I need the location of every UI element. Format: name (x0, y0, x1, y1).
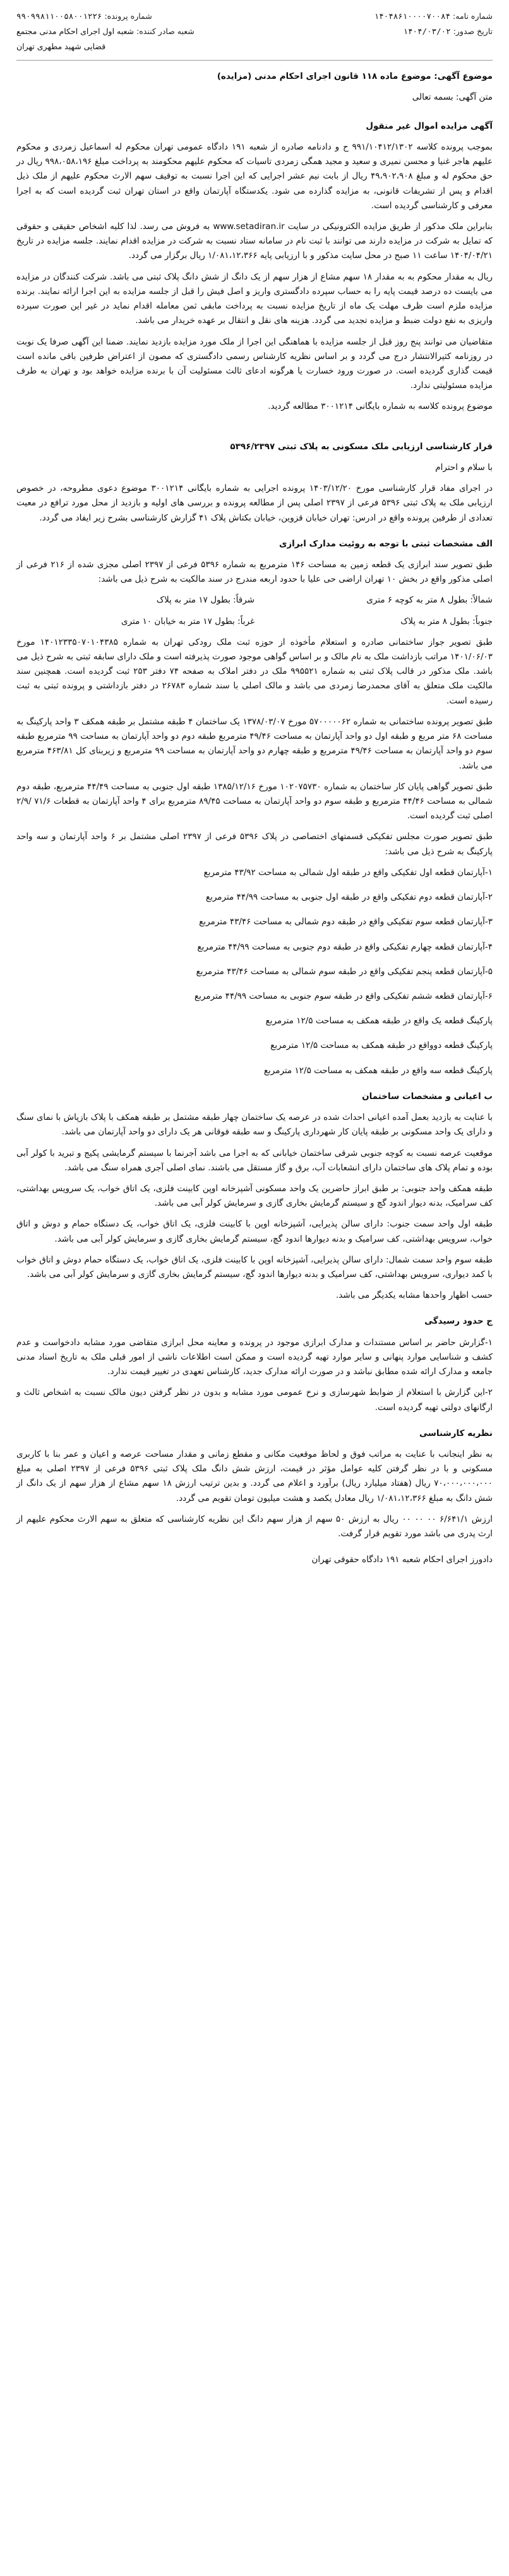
notice-title: آگهی مزایده اموال غیر منقول (366, 121, 493, 131)
notice-paragraph-3: ریال به مقدار محکوم به به مقدار ۱۸ سهم مشاع از هزار سهم از یک دانگ از شش دانگ پلاک ثبتی می باشد. شرکت کنندگان در مزایده می بایست ده درصد قیمت پایه را به حساب سپرده دادگستری واریز و اصل فیش را قبل از جلسه مزایده به این اجرا ارائه نمایند. برنده مزایده ملزم است ظرف مهلت یک ماه از تاریخ مزایده نسبت به پرداخت مابقی ثمن معامله اقدام نماید در غیر این صورت سپرده واریزی به نفع دولت ضبط و مزایده تجدید می گردد. هزینه های نقل و انتقال بر عهده خریدار می باشد. (16, 271, 493, 326)
date-label: تاریخ صدور: (453, 26, 493, 36)
date-row (374, 24, 493, 39)
building-paragraph-3: طبقه همکف واحد جنوبی: بر طبق ابراز حاضرین یک واحد مسکونی آشپزخانه اوپن کابینت فلزی، یک اتاق خواب، یک سرویس بهداشتی، کف سرامیک، بدنه دیوار اندود گچ و سیستم گرمایش بخاری گازی و سرمایش کولر آبی می باشد. (16, 1183, 493, 1209)
boundary-north: شمالاً: بطول ۸ متر به کوچه ۶ متری (366, 595, 493, 606)
specs-paragraph-1: طبق تصویر سند ابرازی یک قطعه زمین به مساحت ۱۴۶ مترمربع به شماره ۵۳۹۶ فرعی از ۲۳۹۷ اصلی مجزی شده از ۲۱۶ فرعی از اصلی مذکور واقع در بخش ۱۰ تهران اراضی حی علیا با حدود اربعه مندرج در سند مالکیت به شرح ذیل می باشد: (16, 559, 493, 585)
case-number-label: شماره پرونده: (104, 11, 152, 21)
unit-item: ۴-آپارتمان قطعه چهارم تفکیکی واقع در طبقه دوم جنوبی به مساحت ۴۴/۹۹ مترمربع (197, 941, 493, 952)
unit-item: ۱-آپارتمان قطعه اول تفکیکی واقع در طبقه اول شمالی به مساحت ۴۳/۹۲ مترمربع (203, 867, 493, 878)
building-paragraph-5: طبقه سوم واحد سمت شمال: دارای سالن پذیرایی، آشپزخانه اوپن با کابینت فلزی، یک اتاق خواب، یک دستگاه حمام دوش و اتاق خواب با کمد دیواری، سرویس بهداشتی، کف سرامیک و بدنه دیوارها اندود گچ، سیستم گرمایش بخاری گازی و سرمایش کولر آبی می باشد. (16, 1254, 493, 1280)
boundaries-row-1 (16, 593, 493, 608)
notice-intro: متن آگهی: بسمه تعالی (412, 92, 493, 103)
unit-item: ۵-آپارتمان قطعه پنجم تفکیکی واقع در طبقه سوم شمالی به مساحت ۴۳/۴۶ مترمربع (196, 966, 493, 977)
building-title: ب اعیانی و مشخصات ساختمان (362, 1091, 493, 1102)
header-left (16, 9, 206, 54)
report-greeting: با سلام و احترام (435, 462, 493, 473)
scope-paragraph-2: ۲-این گزارش با استعلام از ضوابط شهرسازی و نرخ عمومی مورد مشابه و بدون در نظر گرفتن دیون مالک نسبت به اشخاص ثالث و ارگانهای دولتی تهیه گردیده است. (16, 1387, 493, 1413)
building-paragraph-4: طبقه اول واحد سمت جنوب: دارای سالن پذیرایی، آشپزخانه اوپن با کابینت فلزی، یک اتاق خواب، یک دستگاه حمام و دوش و اتاق خواب، سرویس بهداشتی، کف سرامیک و بدنه دیوارها اندود گچ، سیستم گرمایش بخاری گازی و سرمایش کولر آبی می باشد. (16, 1219, 493, 1244)
unit-item: ۶-آپارتمان قطعه ششم تفکیکی واقع در طبقه سوم جنوبی به مساحت ۴۴/۹۹ مترمربع (194, 991, 493, 1001)
boundaries-row-2 (16, 615, 493, 629)
issuer-label: شعبه صادر کننده: (136, 26, 195, 36)
opinion-paragraph-1: به نظر اینجانب با عنایت به مراتب فوق و لحاظ موقعیت مکانی و مقطع زمانی و مقدار مساحت عرصه و اعیان و عمر بنا با کاربری مسکونی و با در نظر گرفتن کلیه عوامل مؤثر در قیمت، ارزش شش دانگ ملک پلاک ثبتی ۵۳۹۶ فرعی از ۲۳۹۷ اصلی به مبلغ ۷۰،۰۰۰،۰۰۰،۰۰۰ ریال (هفتاد میلیارد ریال) برآورد و اعلام می گردد. و بدین ترتیب ارزش ۱۸ سهم مشاع از هزار سهم از یک دانگ از شش دانگ به مبلغ ۱/۰۸۱،۱۲،۳۶۶ ریال معادل یکصد و هشت میلیون تومان تقویم می گردد. (16, 1449, 493, 1503)
opinion-paragraph-2: ارزش ۶/۶۴۱/۱ ۰۰ ۰۰ ۰۰ ریال به ارزش ۵۰ سهم از هزار سهم دانگ این نظریه کارشناسی که متعلق به سهم الارث محکوم علیهم از ارث پدری می باشد مورد تقویم قرار گرفت. (16, 1514, 493, 1539)
letter-number-row (374, 9, 493, 24)
boundary-south: جنوباً: بطول ۸ متر به پلاک (400, 616, 493, 626)
notice-paragraph-2: بنابراین ملک مذکور از طریق مزایده الکترونیکی در سایت www.setadiran.ir به فروش می رسد. لذا کلیه اشخاص حقیقی و حقوقی که تمایل به شرکت در مزایده دارند می توانند با ثبت نام در سامانه ستاد نسبت به شرکت در مزایده اقدام نمایند. جلسه مزایده در تاریخ ۱۴۰۴/۰۴/۲۱ ساعت ۱۱ صبح در محل سایت مذکور و با ارزیابی پایه ۱/۰۸۱،۱۲،۳۶۶ ریال برگزار می گردد. (16, 221, 493, 261)
issuer-value: شعبه اول اجرای احکام مدنی مجتمع قضایی شهید مطهری تهران (16, 26, 135, 51)
case-number-row (16, 9, 206, 24)
building-paragraph-1: با عنایت به بازدید بعمل آمده اعیانی احداث شده در عرصه یک ساختمان چهار طبقه مشتمل بر طبقه همکف با پلاک بازپاش با نمای سنگ و دارای یک واحد مسکونی بر طبقه پایان کار شهرداری پارکینگ و سه طبقه فوقانی هر یک دارای دو واحد آپارتمان می باشد. (16, 1112, 493, 1138)
specs-paragraph-4: طبق تصویر گواهی پایان کار ساختمان به شماره ۱۰۲۰۷۵۷۳۰ مورخ ۱۳۸۵/۱۲/۱۶ طبقه اول جنوبی به مساحت ۴۴/۴۹ مترمربع، طبقه دوم شمالی به مساحت ۴۴/۴۶ مترمربع و طبقه سوم دو واحد آپارتمان به مساحت ۸۹/۴۵ مترمربع برای ۴ واحد آپارتمان به قطعات ۷۱/۶ /۲/۹ اصلی ثبت گردیده است. (16, 781, 493, 821)
building-paragraph-2: موقعیت عرصه نسبت به کوچه جنوبی شرقی ساختمان خیابانی که به اجرا می باشد آجرنما با سیستم گرمایشی پکیج و تبرید با کولر آبی بوده و تمام پلاک های ساختمان دارای انشعابات آب، برق و گاز مستقل می باشند. نمای اصلی آجری همراه سنگ می باشد. (16, 1148, 493, 1173)
notice-header (16, 9, 493, 61)
specs-paragraph-3: طبق تصویر پرونده ساختمانی به شماره ۵۷۰۰۰۰۰۶۲ مورخ ۱۳۷۸/۰۳/۰۷ یک ساختمان ۴ طبقه مشتمل بر طبقه همکف ۳ واحد پارکینگ به مساحت ۶۸ متر مربع و طبقه اول دو واحد آپارتمان به مساحت ۴۹/۴۶ مترمربع طبقه دوم دو واحد آپارتمان به مساحت ۹۹ مترمربع طبقه سوم دو واحد آپارتمان به مساحت ۴۹/۴۶ مترمربع و طبقه چهارم دو واحد آپارتمان به مساحت ۹۹ مترمربع و زیربنای کل ۴۶۳/۸۱ مترمربع می باشد. (16, 716, 493, 771)
boundary-west: غرباً: بطول ۱۷ متر به خیابان ۱۰ متری (121, 616, 254, 626)
notice-paragraph-5: موضوع پرونده کلاسه به شماره بایگانی ۳۰۰۱۲۱۴ مطالعه گردید. (268, 401, 493, 412)
case-number-value: ۹۹۰۹۹۸۱۱۰۰۵۸۰۰۱۲۲۶ (16, 11, 102, 21)
unit-item: ۳-آپارتمان قطعه سوم تفکیکی واقع در طبقه دوم شمالی به مساحت ۴۳/۴۶ مترمربع (199, 917, 493, 927)
date-value: ۱۴۰۴/۰۳/۰۲ (403, 26, 451, 36)
report-title: قرار کارشناسی ارزیابی ملک مسکونی به پلاک ثبتی ۵۳۹۶/۲۳۹۷ (230, 441, 493, 452)
scope-paragraph-1: ۱-گزارش حاضر بر اساس مستندات و مدارک ابرازی موجود در پرونده و معاینه محل ابرازی متقاضی مورد مشابه دادخواست و عدم کشف و شناسایی موارد پنهانی و سایر موارد تهیه گردیده است و ممکن است اطلاعات ناشی از امور قبلی ملک به تاریخ اسناد مدنی جامعه و مدارک ارائه شده مطابق نباشد و در صورت ارائه مدارک جدید، کارشناس تعهدی در تغییر قیمت ندارد. (16, 1337, 493, 1377)
specs-title: الف مشخصات ثبتی با توجه به روئیت مدارک ابرازی (278, 538, 493, 549)
units-list (16, 866, 493, 1078)
opinion-title: نظریه کارشناسی (419, 1428, 493, 1438)
notice-paragraph-4: متقاضیان می توانند پنج روز قبل از جلسه مزایده با هماهنگی این اجرا از ملک مورد مزایده بازدید نمایند. ضمنا این آگهی صرفا یک نوبت در روزنامه کثیرالانتشار درج می گردد و بر اساس نظریه کارشناس رسمی دادگستری که مصون از اعتراض طرفین باقی مانده است قیمت گذاری گردیده است. در صورت ورود خسارت یا هرگونه ادعای ثالث مسئولیت آن با برنده مزایده خواهد بود و تهران به طرف مزایده مسئولیتی ندارد. (16, 336, 493, 391)
header-right (374, 9, 493, 39)
parking-item: پارکینگ قطعه سه واقع در طبقه همکف به مساحت ۱۲/۵ مترمربع (263, 1065, 493, 1076)
specs-paragraph-5: طبق تصویر صورت مجلس تفکیکی قسمتهای اختصاصی در پلاک ۵۳۹۶ فرعی از ۲۳۹۷ اصلی مشتمل بر ۶ واحد آپارتمان و سه واحد پارکینگ به شرح ذیل می باشد: (16, 832, 493, 857)
unit-item: ۲-آپارتمان قطعه دوم تفکیکی واقع در طبقه اول جنوبی به مساحت ۴۴/۹۹ مترمربع (205, 892, 493, 903)
notice-paragraph-1: بموجب پرونده کلاسه ۹۹۱/۱۰۴۱۲/۱۳۰۲ ح و دادنامه صادره از شعبه ۱۹۱ دادگاه عمومی تهران محکوم له اسماعیل زمردی و محکوم علیهم هاجر غنیا و محسن نمیری و سعید و مجید همگی زمردی تاسیات که محکوم علیهم محکومند به پرداخت مبلغ ۹۹۸،۰۵۸،۱۹۶ ریال در حق محکوم له و مبلغ ۴۹،۹۰۲،۹۰۸ ریال از بابت نیم عشر اجرایی که این اجرا نسبت به توقیف سهم الارث محکوم علیهم از ملک ذیل اقدام و پس از تشریفات قانونی، به مزایده گذارده می شود. یکدستگاه آپارتمان واقع در استان تهران ثبت گردیده است که به اجرا معرفی و کارشناسی گردیده است. (16, 141, 493, 211)
parking-item: پارکینگ قطعه یک واقع در طبقه همکف به مساحت ۱۲/۵ مترمربع (265, 1016, 493, 1026)
letter-number-label: شماره نامه: (453, 11, 493, 21)
building-paragraph-6: حسب اظهار واحدها مشابه یکدیگر می باشد. (335, 1290, 493, 1301)
scope-title: ج حدود رسیدگی (424, 1316, 493, 1327)
signature: دادورز اجرای احکام شعبه ۱۹۱ دادگاه حقوقی تهران (311, 1555, 493, 1565)
notice-subject: موضوع آگهی: موضوع ماده ۱۱۸ قانون اجرای احکام مدنی (مزایده) (217, 71, 493, 82)
boundary-east: شرقاً: بطول ۱۷ متر به پلاک (156, 595, 254, 606)
report-body: در اجرای مفاد قرار کارشناسی مورخ ۱۴۰۳/۱۲/۲۰ پرونده اجرایی به شماره بایگانی ۳۰۰۱۲۱۴ موضوع دعوی مطروحه، در خصوص ارزیابی ملک به پلاک ثبتی ۵۳۹۶ فرعی از ۲۳۹۷ اصلی پس از مطالعه پرونده و بررسی های اولیه و بازدید از محل مورد ترافع در معیت تعدادی از طرفین پرونده واقع در ادرس: تهران خیابان قزوین، خیابان بکتاش پلاک ۴۱ گزارش کارشناسی بشرح زیر ایفاد می گردد. (16, 483, 493, 523)
specs-paragraph-2: طبق تصویر جواز ساختمانی صادره و استعلام مأخوذه از حوزه ثبت ملک رودکی تهران به شماره ۱۴۰۱۲۳۳۵۰۷۰۱۰۴۳۸۵ مورخ ۱۴۰۱/۰۶/۰۳ مراتب بازداشت ملک به نام مالک و بر اساس گواهی موجود صورت پذیرفته است و ملک دارای سابقه ثبتی به شرح ذیل می باشد. ملک مذکور در قالب پلاک ثبتی به شماره ۹۹۵۵۲۱ ملک در دفتر املاک به صفحه ۷۴ دفتر ۲۵۳ ثبت گردیده است. همچنین سند مالکیت ملک متعلق به آقای محمدرضا زمردی می باشد و مالک اصلی با سند شماره ۲۶۷۸۳ در دفتر بازداشتی و پرونده ثبتی به ثبت رسیده است. (16, 637, 493, 706)
issuer-row (16, 24, 206, 54)
parking-item: پارکینگ قطعه دوواقع در طبقه همکف به مساحت ۱۲/۵ مترمربع (270, 1040, 493, 1051)
letter-number-value: ۱۴۰۴۸۶۱۰۰۰۰۷۰۰۸۴ (374, 11, 451, 21)
